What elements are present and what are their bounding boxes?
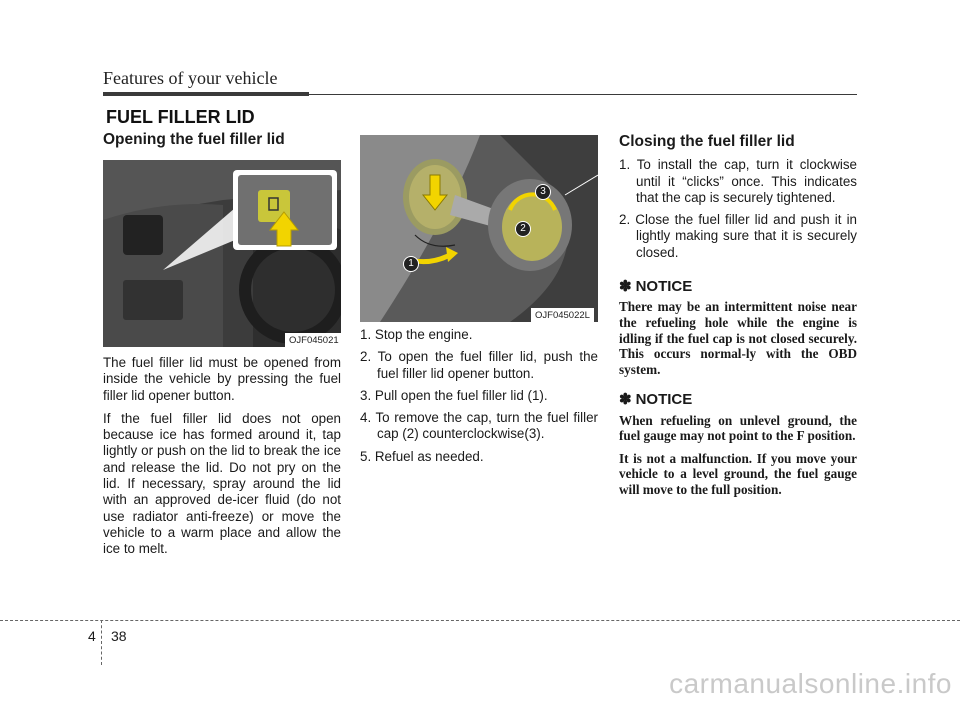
header-bar [103,92,309,96]
dashboard-figure [103,160,341,347]
watermark: carmanualsonline.info [669,668,952,699]
fuel-cap-photo-image [360,135,598,322]
notice-body: It is not a malfunction. If you move your vehicle to a level ground, the fuel gauge will move to the full position. [619,450,857,498]
header-rule [309,94,857,95]
notice-1 [619,279,857,377]
fuel-cap-figure [360,135,598,322]
opening-steps [360,327,598,465]
step-item: 3. Pull open the fuel filler lid (1). [360,387,548,403]
notice-title: NOTICE [635,278,693,296]
figure-caption-middle: OJF045022L [531,308,594,322]
notice-body: When refueling on unlevel ground, the fuel gauge may not point to the F position. [619,412,857,444]
callout-1: 1 [403,256,419,272]
notice-heading [619,392,857,408]
notice-asterisk-icon: ✽ [619,391,632,409]
opening-heading: Opening the fuel filler lid [103,131,285,148]
callout-3: 3 [535,184,551,200]
paragraph: The fuel filler lid must be opened from inside the vehicle by pressing the fuel filler lid opener button. [103,355,341,403]
step-item: 4. To remove the cap, turn the fuel filler cap (2) counterclockwise(3). [360,410,598,442]
notice-2 [619,392,857,497]
section-title: FUEL FILLER LID [106,107,255,127]
notice-body: There may be an intermittent noise near the refueling hole while the engine is idling if the fuel cap is not closed securely. This occurs normal-ly with the OBD system. [619,299,857,377]
step-item: 2. To open the fuel filler lid, push the fuel filler lid opener button. [360,349,598,381]
paragraph: If the fuel filler lid does not open because ice has formed around it, tap lightly or push on the lid to break the ice and release the lid. Do not pry on the lid. If necessary, spray around the lid with an approved de-icer fluid (do not use radiator anti-freeze) or move the vehicle to a warm place and allow the ice to melt. [103,410,341,557]
running-header: Features of your vehicle [103,68,278,88]
notice-asterisk-icon: ✽ [619,278,632,296]
step-item: 5. Refuel as needed. [360,448,484,464]
callout-2: 2 [515,221,531,237]
closing-heading: Closing the fuel filler lid [619,133,795,150]
footer-divider [101,620,102,665]
notice-title: NOTICE [635,391,693,409]
middle-body [360,327,598,471]
right-column [619,134,857,505]
step-item: 1. Stop the engine. [360,327,473,342]
dashboard-photo-image [103,160,341,347]
figure-caption-left: OJF045021 [285,333,343,347]
footer-rule [0,620,960,621]
left-column [103,132,341,148]
left-body [103,355,341,565]
notice-heading [619,279,857,295]
closing-steps [619,157,857,261]
chapter-number: 4 [88,628,96,644]
page-number: 38 [111,628,127,644]
step-item: 2. Close the fuel filler lid and push it in lightly making sure that it is securely closed. [619,212,857,260]
step-item: 1. To install the cap, turn it clockwise until it “clicks” once. This indicates that the cap is securely tightened. [619,157,857,205]
